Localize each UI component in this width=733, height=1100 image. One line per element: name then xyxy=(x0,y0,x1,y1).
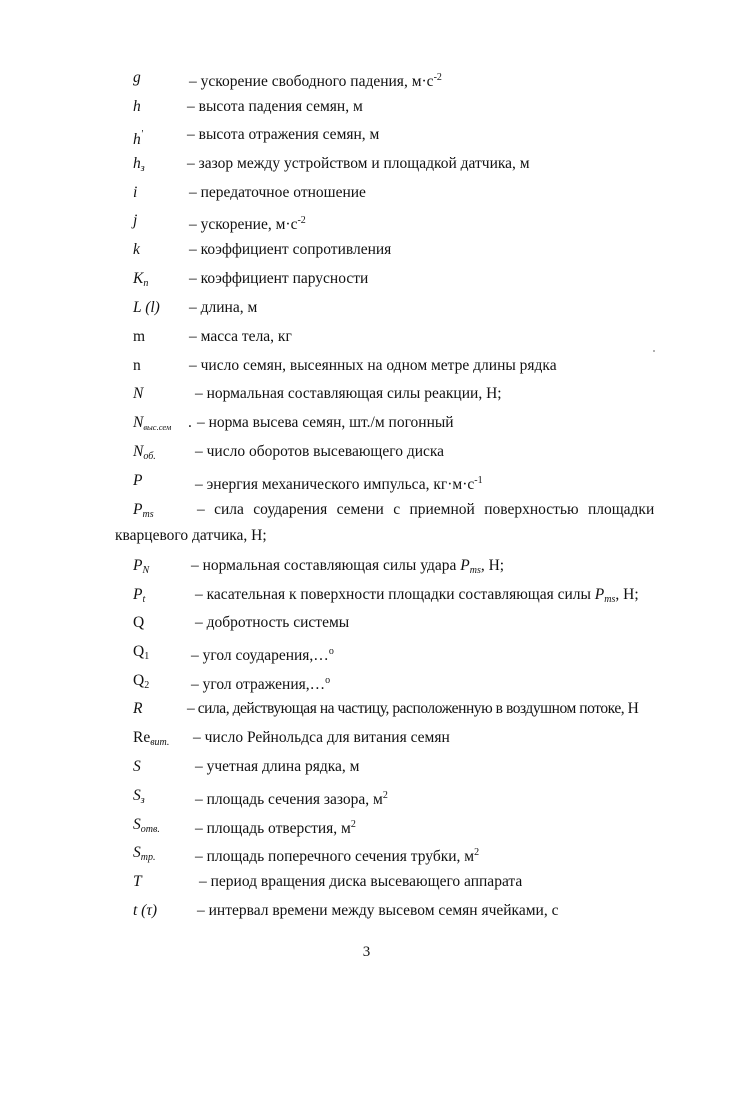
notation-description: – нормальная составляющая силы удара $P_{ms}$, Н; xyxy=(191,557,505,576)
notation-symbol: P xyxy=(133,472,143,489)
notation-symbol: $h_з$ xyxy=(133,155,145,174)
notation-row xyxy=(0,269,733,298)
notation-symbol: h xyxy=(133,98,141,115)
notation-description: – зазор между устройством и площадкой датчика, м xyxy=(187,155,530,172)
notation-description: – число Рейнольдса для витания семян xyxy=(193,729,450,746)
notation-row xyxy=(0,556,733,585)
scan-speck xyxy=(653,350,655,352)
notation-symbol: $N_{об.}$ xyxy=(133,443,156,462)
notation-row xyxy=(0,757,733,786)
notation-row xyxy=(0,786,733,815)
notation-row xyxy=(0,728,733,757)
notation-row xyxy=(0,97,733,126)
notation-row xyxy=(0,298,733,327)
notation-symbol: $P_{ms}$ xyxy=(133,501,154,520)
notation-description: – ускорение, $м\cdot с^{-2}$ xyxy=(189,215,306,233)
notation-symbol: $Q_2$ xyxy=(133,672,150,691)
notation-description: – длина, м xyxy=(189,299,258,316)
notation-row xyxy=(0,125,733,154)
notation-description: – масса тела, кг xyxy=(189,328,292,345)
notation-symbol: $S_з$ xyxy=(133,787,145,806)
notation-symbol: $Q_1$ xyxy=(133,643,150,662)
notation-description: – коэффициент сопротивления xyxy=(189,241,392,258)
notation-description: – угол отражения,…$^o$ xyxy=(191,675,331,693)
notation-symbol: $K_п$ xyxy=(133,270,149,289)
notation-row xyxy=(0,183,733,212)
notation-row xyxy=(0,240,733,269)
notation-row xyxy=(0,327,733,356)
notation-row xyxy=(0,699,733,728)
notation-description-continuation: кварцевого датчика, Н; xyxy=(115,527,267,544)
notation-row xyxy=(0,154,733,183)
notation-symbol: R xyxy=(133,700,143,717)
notation-row xyxy=(0,68,733,97)
notation-symbol: $Re_{вит.}$ xyxy=(133,729,170,748)
notation-row xyxy=(0,613,733,642)
notation-symbol: T xyxy=(133,873,142,890)
notation-symbol: $S_{отв.}$ xyxy=(133,816,160,835)
notation-description: – учетная длина рядка, м xyxy=(195,758,360,775)
notation-symbol: t (τ) xyxy=(133,902,158,919)
notation-row xyxy=(0,671,733,700)
notation-description: – высота отражения семян, м xyxy=(187,126,380,143)
notation-symbol: j xyxy=(133,212,138,229)
notation-description: – норма высева семян, шт./м погонный xyxy=(197,414,454,431)
notation-description: – площадь поперечного сечения трубки, $м^2$ xyxy=(195,847,480,865)
notation-description: – сила соударения семени с приемной поверхностью площадки xyxy=(197,501,655,518)
notation-description: – энергия механического импульса, $кг\cdot м\cdot с^{-1}$ xyxy=(195,475,483,493)
notation-description: – площадь сечения зазора, $м^2$ xyxy=(195,790,388,808)
notation-row xyxy=(0,901,733,930)
notation-symbol: g xyxy=(133,69,141,86)
notation-symbol: h' xyxy=(133,129,143,148)
notation-symbol: $S_{тр.}$ xyxy=(133,844,156,863)
notation-row xyxy=(0,384,733,413)
notation-description: – нормальная составляющая силы реакции, Н; xyxy=(195,385,502,402)
notation-description: – число оборотов высевающего диска xyxy=(195,443,445,460)
notation-symbol: N xyxy=(133,385,144,402)
notation-description: – число семян, высеянных на одном метре длины рядка xyxy=(189,357,557,374)
notation-symbol: k xyxy=(133,241,140,258)
notation-description: – период вращения диска высевающего аппарата xyxy=(199,873,523,890)
notation-symbol: $N_{выс.сем}$ xyxy=(133,414,172,432)
notation-symbol: $P_N$ xyxy=(133,557,150,576)
notation-row xyxy=(0,211,733,240)
notation-row xyxy=(0,642,733,671)
notation-symbol: Q xyxy=(133,614,145,631)
notation-row xyxy=(0,815,733,844)
notation-row xyxy=(0,442,733,471)
notation-symbol: i xyxy=(133,184,138,201)
notation-separator: . xyxy=(188,414,192,431)
notation-row xyxy=(0,872,733,901)
notation-description: – ускорение свободного падения, $м\cdot с^{-2}$ xyxy=(189,72,442,90)
notation-row xyxy=(0,843,733,872)
notation-row xyxy=(0,471,733,500)
notation-description: – высота падения семян, м xyxy=(187,98,363,115)
page-number: 3 xyxy=(362,944,371,960)
notation-row xyxy=(0,585,733,614)
notation-description: – угол соударения,…$^o$ xyxy=(191,646,334,664)
notation-symbol: S xyxy=(133,758,141,775)
notation-row xyxy=(0,356,733,385)
notation-symbol: m xyxy=(133,328,146,345)
notation-description: – интервал времени между высевом семян ячейками, с xyxy=(197,902,559,919)
notation-symbol: L (l) xyxy=(133,299,160,316)
notation-description: – касательная к поверхности площадки составляющая силы $P_{ms}$, Н; xyxy=(195,586,639,605)
notation-description: – площадь отверстия, $м^2$ xyxy=(195,819,356,837)
notation-description: – передаточное отношение xyxy=(189,184,366,201)
notation-description: – добротность системы xyxy=(195,614,350,631)
notation-description: – сила, действующая на частицу, расположенную в воздушном потоке, Н xyxy=(187,700,639,717)
notation-symbol: n xyxy=(133,357,141,374)
notation-row xyxy=(0,413,733,442)
notation-description: – коэффициент парусности xyxy=(189,270,369,287)
notation-symbol: $P_t$ xyxy=(133,586,146,605)
notation-row xyxy=(0,500,733,529)
